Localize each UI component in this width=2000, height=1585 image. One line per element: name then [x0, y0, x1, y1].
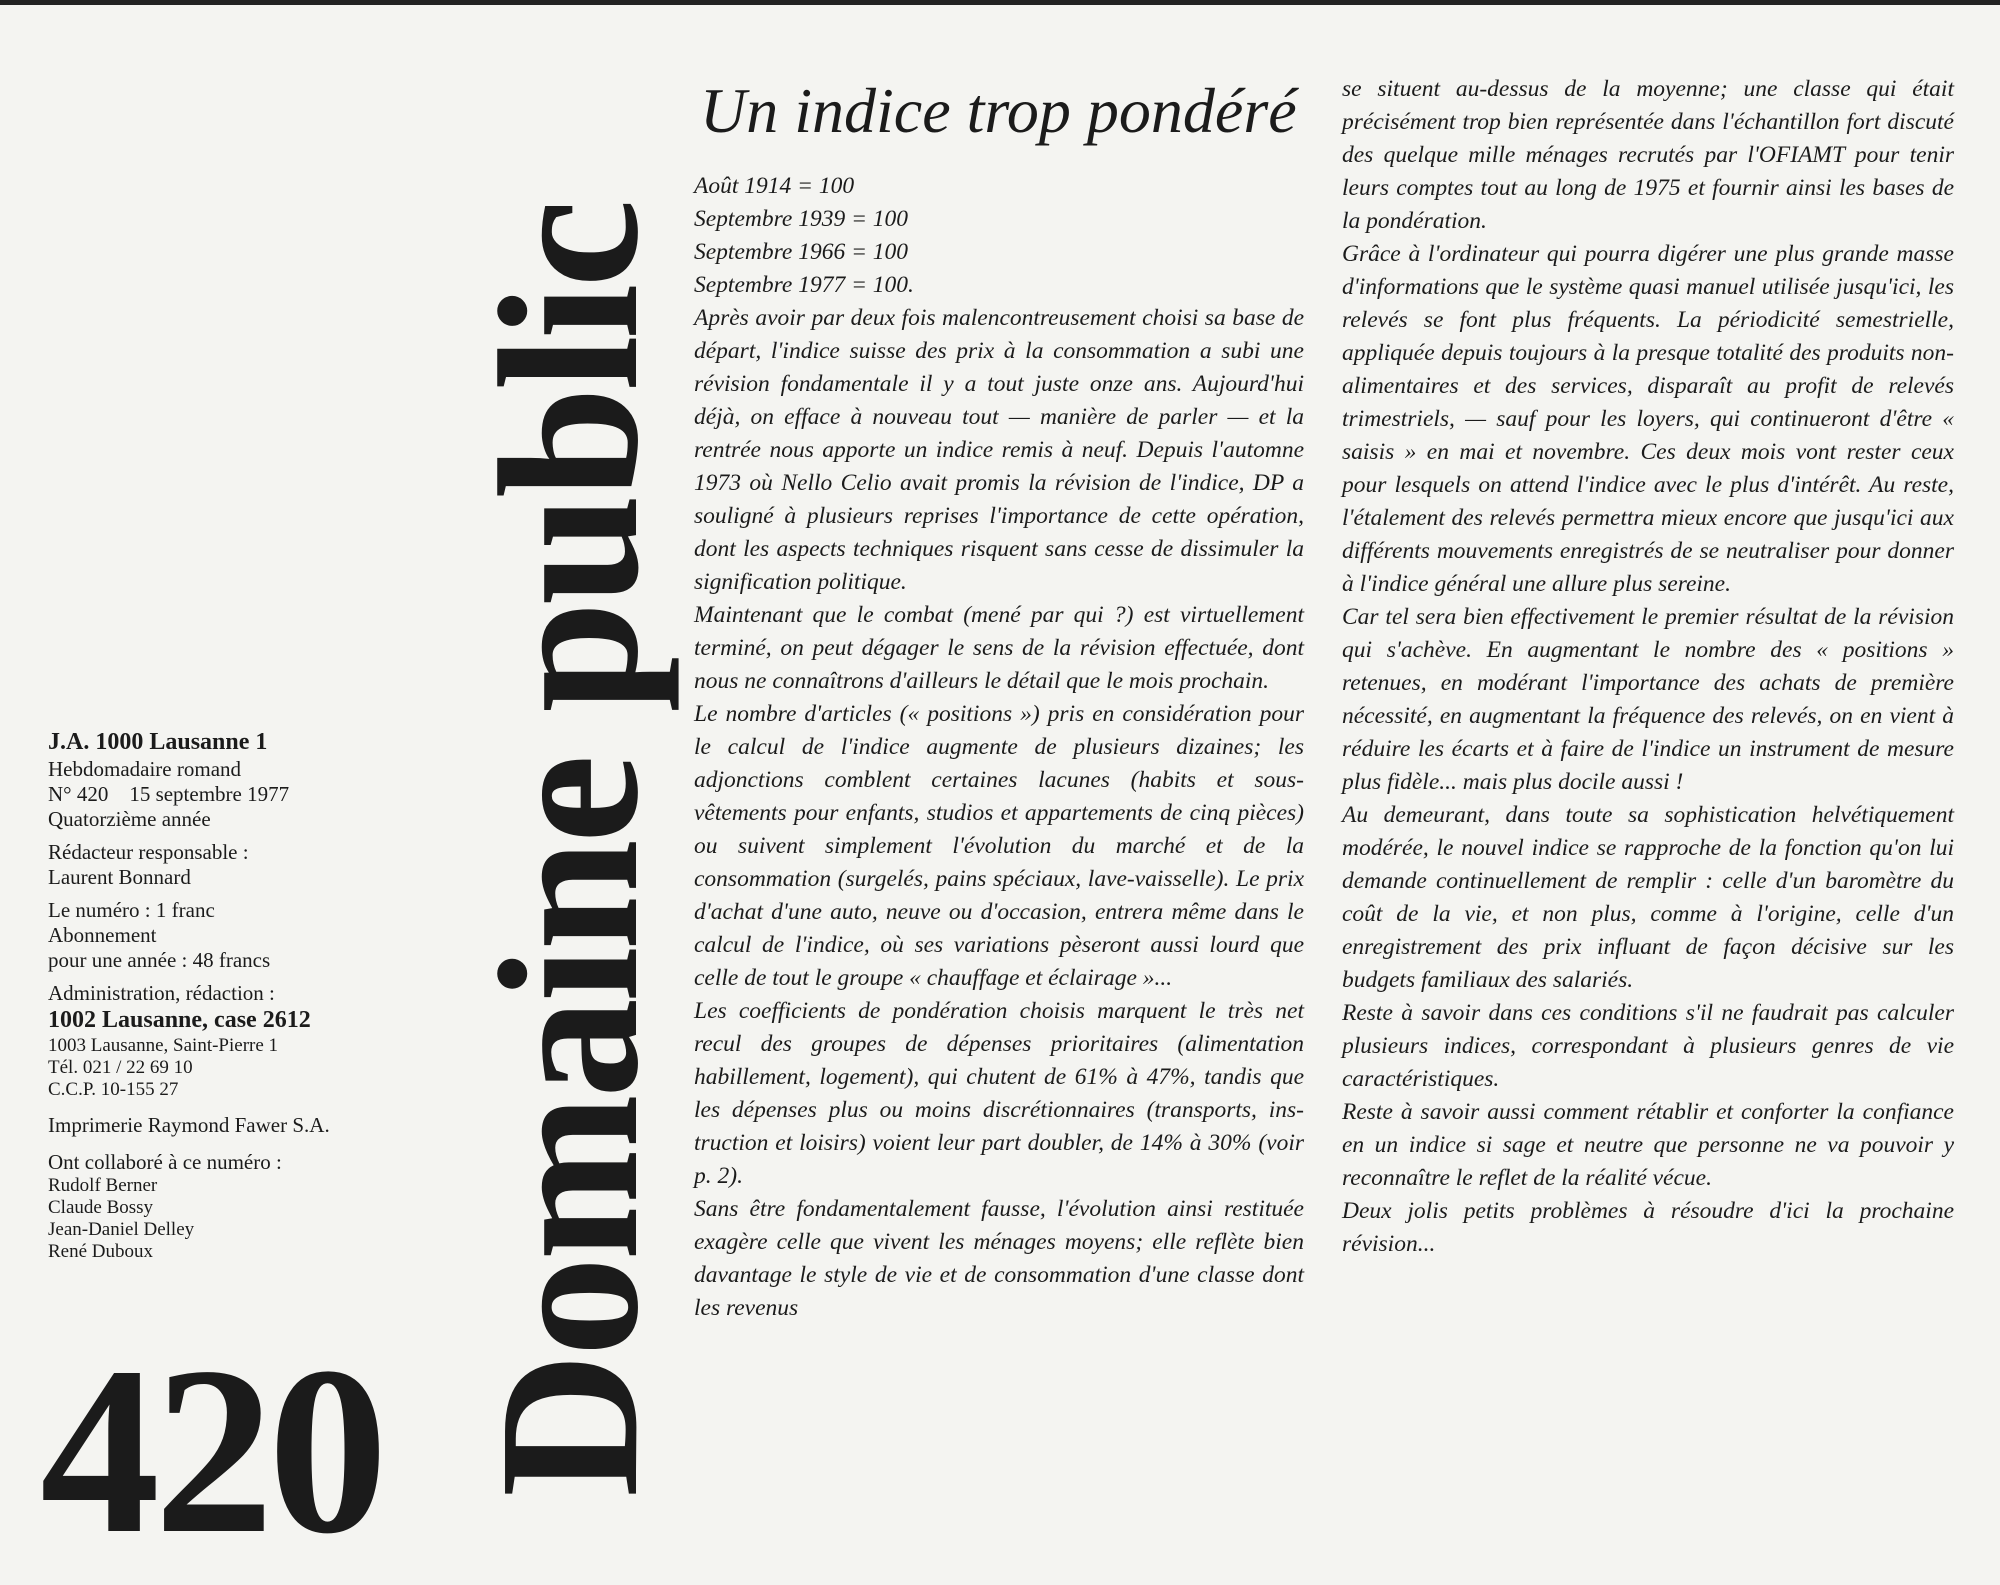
subscription-price: pour une année : 48 francs [48, 948, 271, 972]
masthead [459, 170, 680, 1530]
base-date: Septembre 1966 = 100 [694, 239, 909, 265]
paragraph: Maintenant que le combat (mené par qui ?) est virtuellement terminé, on peut dégager le sens de la révision effectuée, dont nous ne connaîtrons d'ailleurs le détail que le mois prochain. [694, 602, 1304, 694]
paragraph: Sans être fondamentalement fausse, l'évolution ainsi restituée exagère celle que vivent les ménages moyens; elle reflète bien davantage le style de vie et de consommation d'une classe dont les revenus [694, 1196, 1304, 1321]
issue-number-large: 420 [40, 1317, 382, 1583]
paragraph: Reste à savoir dans ces conditions s'il ne faudrait pas calculer plusieurs indices, correspondant à plusieurs genres de vie caractéristiques. [1342, 1000, 1954, 1092]
subscription-label: Abonnement [48, 923, 157, 947]
editor-name: Laurent Bonnard [48, 865, 191, 889]
paragraph: Le nombre d'articles (« positions ») pris en considération pour le calcul de l'indice augmente de plusieurs dizaines; les adjonctions comblent certaines lacunes (habits et sous-vêtements pour enfants, studios et appartements de cinq pièces) ou suivent simplement l'évolution du marché et de la consommation (surgelés, pains spéciaux, lave-vaisselle). Le prix d'achat d'une auto, neuve ou d'occasion, entrera même dans le calcul de l'indice, où ses variations pèseront aussi lourd que celle de tout le groupe « chauffage et éclairage »... [694, 701, 1304, 991]
paragraph: Car tel sera bien effectivement le premier résultat de la révision qui s'achève. En augmentant le nombre des « positions » retenues, en modérant l'importance des achats de première nécessité, en augmentant la fréquence des relevés, on en vient à réduire les écarts et à faire de l'indice un instrument de mesure plus fidèle... mais plus docile aussi ! [1342, 604, 1954, 795]
article-title: Un indice trop pondéré [700, 75, 1297, 146]
article-column-2 [1342, 73, 1954, 1261]
street-address: 1003 Lausanne, Saint-Pierre 1 [48, 1035, 279, 1056]
contributor: Claude Bossy [48, 1197, 154, 1218]
paragraph: Grâce à l'ordinateur qui pourra digérer une plus grande masse d'informations que le système quasi manuel utilisée jusqu'ici, les relevés se font plus fréquents. La périodicité semestrielle, appliquée depuis toujours à la presque totalité des produits non-alimentaires et des services, disparaît au profit de relevés trimestriels, — sauf pour les loyers, qui continueront d'être « saisis » en mai et novembre. Ces deux mois vont rester ceux pour lesquels on attend l'indice avec le plus d'intérêt. Au reste, l'étalement des relevés permettra mieux encore que jusqu'ici aux différents mouvements enregistrés de se neutraliser pour donner à l'indice général une allure plus sereine. [1342, 241, 1954, 597]
paragraph: Après avoir par deux fois malencontreusement choisi sa base de départ, l'indice suisse des prix à la consommation a subi une révision fondamentale il y a tout juste onze ans. Aujourd'hui déjà, on efface à nouveau tout — manière de parler — et la rentrée nous apporte un indice remis à neuf. Depuis l'automne 1973 où Nello Celio avait promis la révision de l'indice, DP a souligné à plusieurs reprises l'importance de cette opération, dont les aspects techniques risquent sans cesse de dissimuler la signification politique. [694, 305, 1304, 595]
publication-type: Hebdomadaire romand [48, 757, 242, 781]
admin-label: Administration, rédaction : [48, 981, 275, 1005]
top-rule [0, 0, 2000, 5]
article-column-1 [694, 170, 1304, 1325]
paragraph: Deux jolis petits problèmes à résoudre d'ici la prochaine révision... [1342, 1198, 1954, 1257]
masthead-title: Domaine public [459, 202, 680, 1498]
base-date: Septembre 1939 = 100 [694, 206, 909, 232]
contributor: Rudolf Berner [48, 1175, 158, 1196]
paragraph: Reste à savoir aussi comment rétablir et conforter la confiance en un indice si sage et neutre que personne ne va pouvoir y reconnaître le reflet de la réalité vécue. [1342, 1099, 1954, 1191]
base-date: Août 1914 = 100 [694, 173, 855, 199]
issue-price: Le numéro : 1 franc [48, 898, 215, 922]
ja-line: J.A. 1000 Lausanne 1 [48, 729, 268, 755]
issue-date: N° 420 15 septembre 1977 [48, 782, 290, 806]
contributor: René Duboux [48, 1241, 154, 1262]
admin-address: 1002 Lausanne, case 2612 [48, 1007, 311, 1033]
publication-year: Quatorzième année [48, 807, 211, 831]
printer-name: Imprimerie Raymond Fawer S.A. [48, 1113, 330, 1137]
paragraph: Au demeurant, dans toute sa sophistication helvétiquement modérée, le nouvel indice se rapproche de la fonction qu'on lui demande continuellement de remplir : celle d'un baromètre du coût de la vie, et non plus, comme à l'origine, celle d'un enregistrement des prix influant de façon décisive sur les budgets familiaux des salariés. [1342, 802, 1954, 993]
paragraph: Les coefficients de pondération choisis marquent le très net recul des groupes de dépenses prioritaires (alimentation habillement, logement), qui chutent de 61% à 47%, tandis que les dépenses plus ou moins discrétionnaires (transports, instruction et loisirs) voient leur part doubler, de 14% à 30% (voir p. 2). [694, 998, 1304, 1189]
imprint-sidebar [48, 728, 468, 1271]
phone-number: Tél. 021 / 22 69 10 [48, 1057, 193, 1078]
editor-label: Rédacteur responsable : [48, 840, 249, 864]
contributors-label: Ont collaboré à ce numéro : [48, 1150, 282, 1174]
ccp-account: C.C.P. 10-155 27 [48, 1079, 179, 1100]
base-date: Septembre 1977 = 100. [694, 272, 914, 298]
paragraph: se situent au-dessus de la moyenne; une classe qui était précisément trop bien représentée dans l'échantillon fort discuté des quelque mille ménages recrutés par l'OFIAMT pour tenir leurs comptes tout au long de 1975 et fournir ainsi les bases de la pondération. [1342, 76, 1954, 234]
contributor: Jean-Daniel Delley [48, 1219, 195, 1240]
